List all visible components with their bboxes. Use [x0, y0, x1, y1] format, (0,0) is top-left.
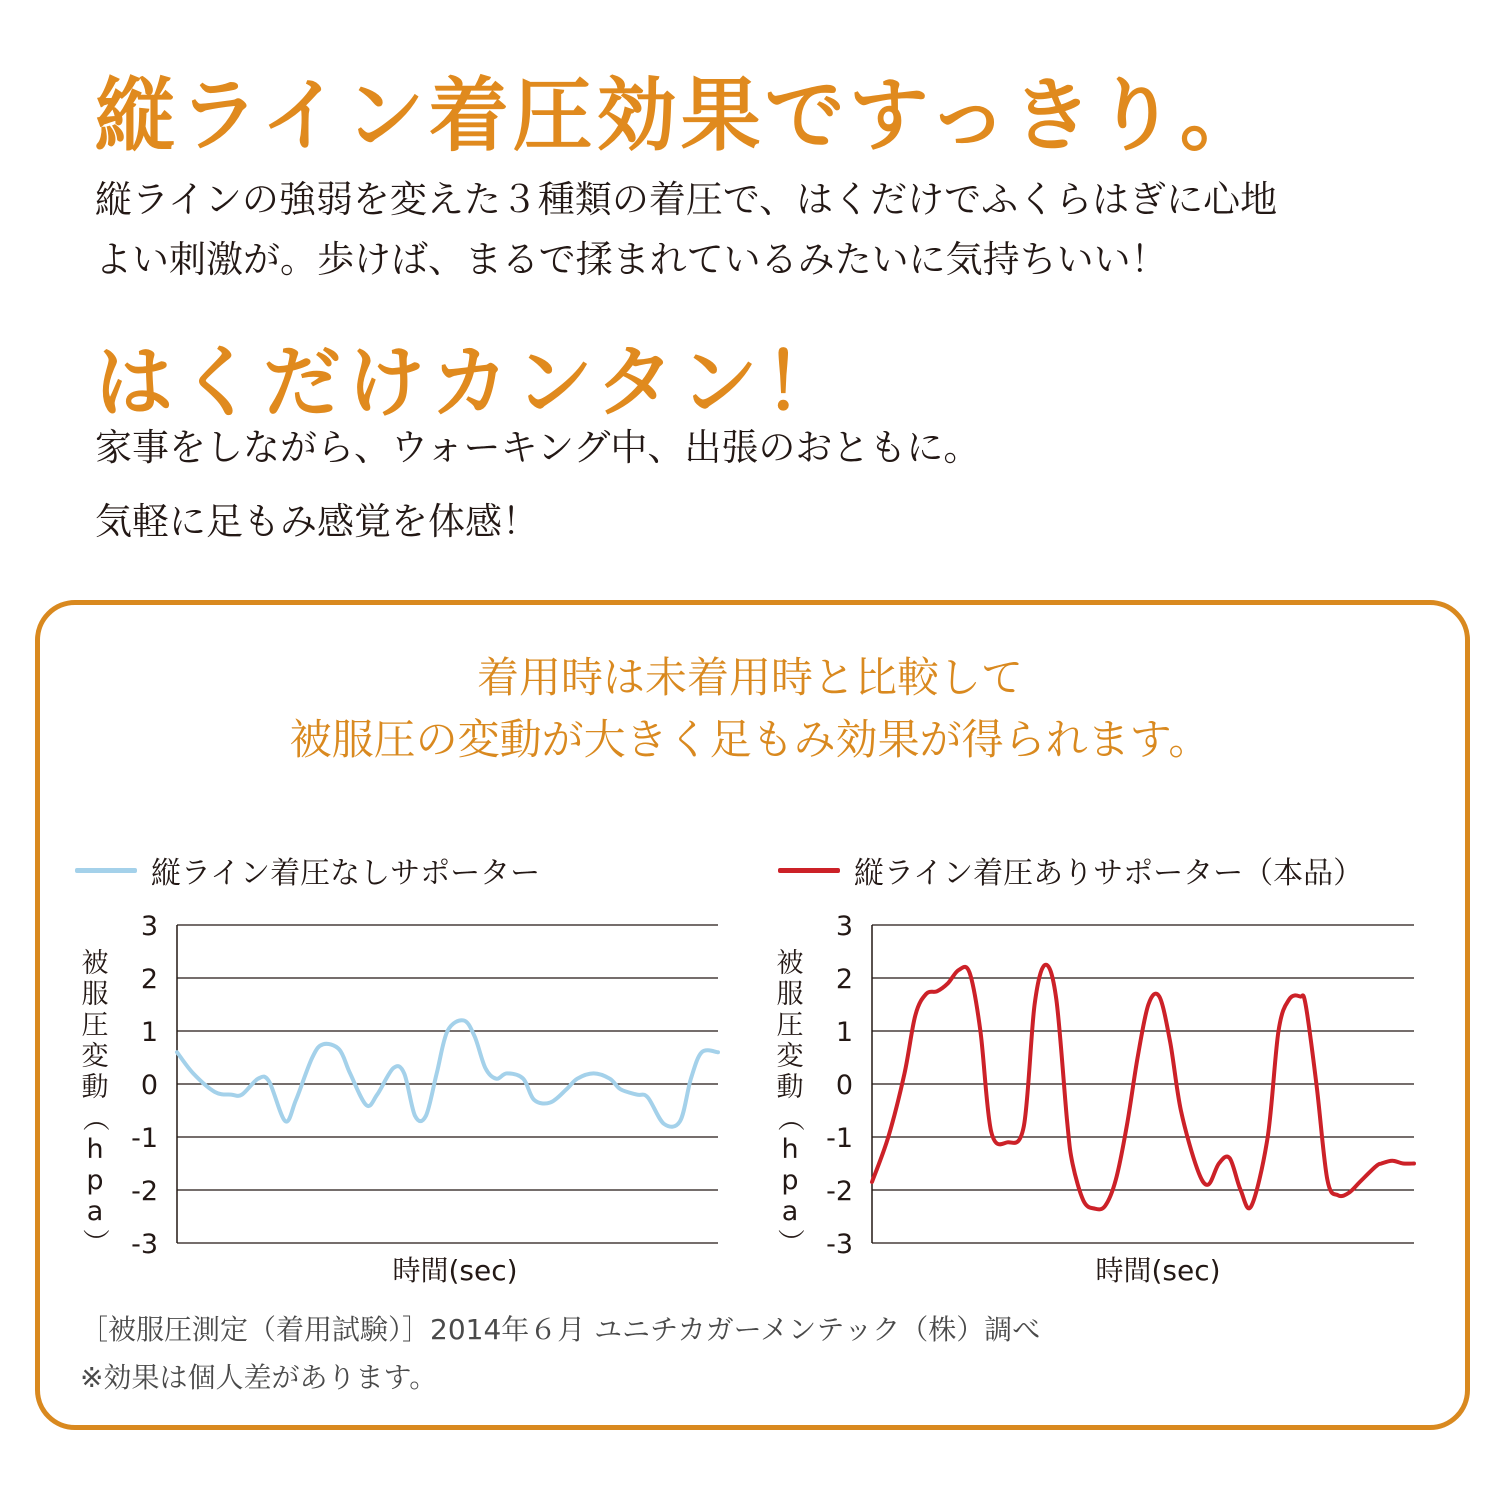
x-axis-label-left: 時間(sec): [392, 1254, 518, 1287]
body-paragraph-compression: 縦ラインの強弱を変えた３種類の着圧で、はくだけでふくらはぎに心地 よい刺激が。歩けば、まるで揉まれているみたいに気持ちいい！: [95, 178, 1278, 281]
panel-title-line1: 着用時は未着用時と比較して: [476, 653, 1023, 702]
y-axis-label-char-left-3: 変: [81, 1041, 109, 1072]
y-tick-label-right-1: 1: [835, 1017, 853, 1048]
y-tick-label-right--2: -2: [826, 1176, 853, 1207]
y-tick-label-right-3: 3: [835, 911, 853, 942]
y-axis-label-char-left-6: h: [86, 1134, 104, 1165]
y-tick-label-left--3: -3: [131, 1229, 158, 1260]
y-axis-label-char-right-2: 圧: [776, 1010, 804, 1041]
y-tick-label-left-3: 3: [140, 911, 158, 942]
y-axis-label-char-left-5: （: [79, 1104, 110, 1132]
y-axis-label-char-left-7: p: [86, 1165, 104, 1196]
y-axis-label-char-right-3: 変: [776, 1041, 804, 1072]
y-axis-label-char-right-5: （: [774, 1104, 805, 1132]
headline-easy-wear: はくだけカンタン！: [95, 338, 848, 428]
legend-label-with: 縦ライン着圧ありサポーター（本品）: [854, 856, 1364, 891]
y-tick-label-right-0: 0: [835, 1070, 853, 1101]
panel-title-line2: 被服圧の変動が大きく足もみ効果が得られます。: [289, 715, 1211, 764]
y-tick-label-right--3: -3: [826, 1229, 853, 1260]
body-paragraph-feel: 気軽に足もみ感覚を体感！: [95, 500, 539, 543]
series-line-right: [872, 965, 1414, 1210]
y-tick-label-right--1: -1: [826, 1123, 853, 1154]
y-axis-label-char-right-6: h: [781, 1134, 799, 1165]
y-axis-label-char-right-4: 動: [776, 1072, 804, 1103]
series-line-left: [177, 1020, 718, 1127]
y-tick-label-right-2: 2: [835, 964, 853, 995]
y-axis-label-char-left-2: 圧: [81, 1010, 109, 1041]
y-axis-label-char-right-1: 服: [776, 979, 804, 1010]
y-tick-label-left--2: -2: [131, 1176, 158, 1207]
y-tick-label-left--1: -1: [131, 1123, 158, 1154]
y-axis-label-char-left-4: 動: [81, 1072, 109, 1103]
footnote-disclaimer: ※効果は個人差があります。: [80, 1361, 438, 1394]
y-axis-label-char-right-7: p: [781, 1165, 799, 1196]
footnote-measurement: ［被服圧測定（着用試験）］2014年６月 ユニチカガーメンテック（株）調べ: [80, 1313, 1041, 1346]
y-tick-label-left-0: 0: [140, 1070, 158, 1101]
y-axis-label-char-left-1: 服: [81, 979, 109, 1010]
legend-label-without: 縦ライン着圧なしサポーター: [151, 856, 541, 891]
y-axis-label-char-right-0: 被: [776, 948, 804, 979]
y-axis-label-char-left-9: ）: [79, 1228, 110, 1256]
y-axis-label-char-right-9: ）: [774, 1228, 805, 1256]
y-tick-label-left-2: 2: [140, 964, 158, 995]
x-axis-label-right: 時間(sec): [1095, 1254, 1221, 1287]
y-axis-label-char-right-8: a: [781, 1196, 799, 1227]
y-axis-label-char-left-0: 被: [81, 948, 109, 979]
body-paragraph-usage: 家事をしながら、ウォーキング中、出張のおともに。: [95, 426, 981, 469]
headline-compression-effect: 縦ライン着圧効果ですっきり。: [95, 69, 1264, 162]
y-axis-label-char-left-8: a: [86, 1196, 104, 1227]
y-tick-label-left-1: 1: [140, 1017, 158, 1048]
